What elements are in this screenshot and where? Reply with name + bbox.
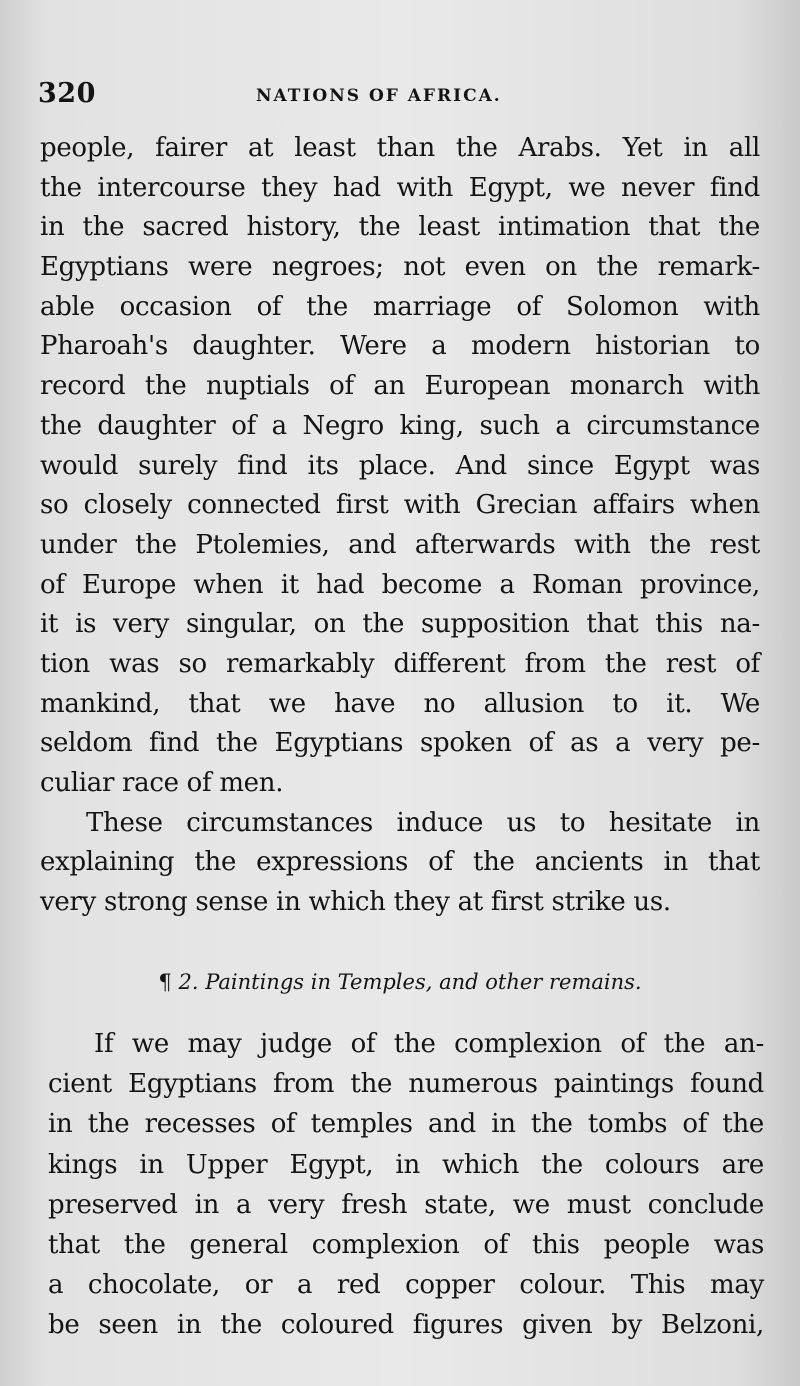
text-line: seldom find the Egyptians spoken of as a very pe- <box>40 728 760 759</box>
text-line: very strong sense in which they at first strike us. <box>40 887 671 918</box>
text-line: of Europe when it had become a Roman province, <box>40 569 760 600</box>
pilcrow-symbol: ¶ <box>158 970 172 994</box>
page-number: 320 <box>38 78 96 109</box>
text-line: would surely find its place. And since Egypt was <box>40 450 760 481</box>
section-title: Paintings in Temples, and other remains. <box>205 970 642 994</box>
text-line: culiar race of men. <box>40 768 284 798</box>
text-line: mankind, that we have no allusion to it. We <box>40 688 760 719</box>
running-head: NATIONS OF AFRICA. <box>256 86 502 106</box>
text-line: in the recesses of temples and in the tombs of the <box>48 1109 764 1140</box>
text-line: people, fairer at least than the Arabs. Yet in all <box>40 133 760 163</box>
page-header <box>38 78 758 114</box>
text-line: tion was so remarkably different from the rest of <box>40 648 760 679</box>
text-line: be seen in the coloured figures given by Belzoni, <box>48 1310 764 1341</box>
text-line: Pharoah's daughter. Were a modern historian to <box>40 331 760 362</box>
text-line: kings in Upper Egypt, in which the colours are <box>48 1149 764 1180</box>
section-heading <box>40 970 760 994</box>
text-line: a chocolate, or a red copper colour. This may <box>48 1270 764 1301</box>
text-line: These circumstances induce us to hesitate in <box>86 807 760 838</box>
text-line: able occasion of the marriage of Solomon with <box>40 291 760 322</box>
section-number: 2. <box>178 970 199 994</box>
text-line: explaining the expressions of the ancients in that <box>40 847 760 878</box>
text-line: Egyptians were negroes; not even on the remark- <box>40 252 760 283</box>
text-line: record the nuptials of an European monarch with <box>40 371 760 402</box>
text-line: the daughter of a Negro king, such a circumstance <box>40 410 760 441</box>
main-text-block <box>40 129 760 923</box>
text-line: cient Egyptians from the numerous paintings found <box>48 1069 764 1100</box>
text-line: in the sacred history, the least intimation that the <box>40 212 760 243</box>
text-line: it is very singular, on the supposition that this na- <box>40 609 760 640</box>
second-text-block <box>48 1024 764 1346</box>
text-line: that the general complexion of this people was <box>48 1229 764 1260</box>
text-line: under the Ptolemies, and afterwards with the rest <box>40 529 760 560</box>
text-line: If we may judge of the complexion of the an- <box>94 1029 764 1059</box>
text-line: the intercourse they had with Egypt, we never find <box>40 172 760 203</box>
text-line: preserved in a very fresh state, we must conclude <box>48 1189 764 1220</box>
text-line: so closely connected first with Grecian affairs when <box>40 490 760 521</box>
